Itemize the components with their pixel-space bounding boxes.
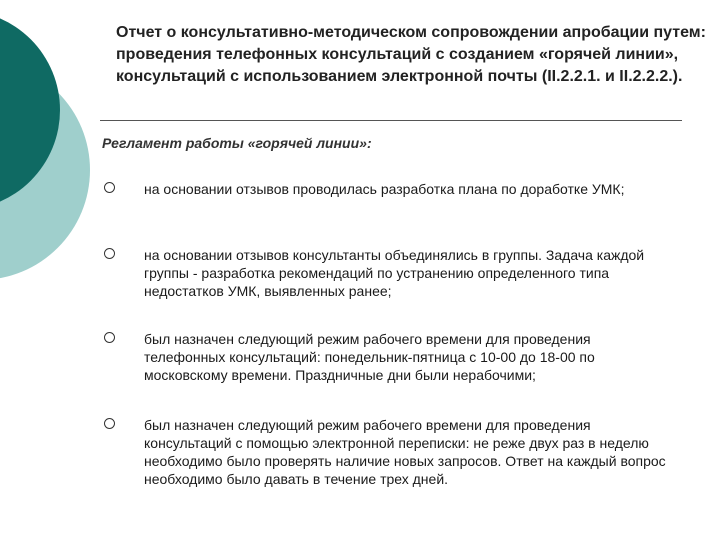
- bullet-circle-icon: [104, 182, 115, 193]
- bullet-circle-icon: [104, 248, 115, 259]
- bullet-text: был назначен следующий режим рабочего времени для проведения телефонных консультаций: понедельник-пятница с 10-00 до 18-00 по московскому времени. Праздничные дни были нерабочими;: [144, 331, 595, 383]
- bullet-circle-icon: [104, 332, 115, 343]
- bullet-text: был назначен следующий режим рабочего времени для проведения консультаций с помощью электронной переписки: не реже двух раз в неделю необходимо было проверять наличие новых запросов. Ответ на каждый вопрос необходимо было давать в течение трех дней.: [144, 417, 666, 487]
- bullet-text: на основании отзывов проводилась разработка плана по доработке УМК;: [144, 181, 625, 197]
- section-subtitle: Регламент работы «горячей линии»:: [102, 135, 372, 151]
- slide-title: Отчет о консультативно-методическом сопровождении апробации путем: проведения телефонных консультаций с созданием «горячей линии», консультаций с использованием электронной почты (II.2.2.1. и II.2.2.2.).: [116, 24, 706, 85]
- bullet-text: на основании отзывов консультанты объединялись в группы. Задача каждой группы - разработка рекомендаций по устранению определенного типа недостатков УМК, выявленных ранее;: [144, 247, 645, 299]
- bullet-circle-icon: [104, 418, 115, 429]
- title-divider: [100, 120, 682, 121]
